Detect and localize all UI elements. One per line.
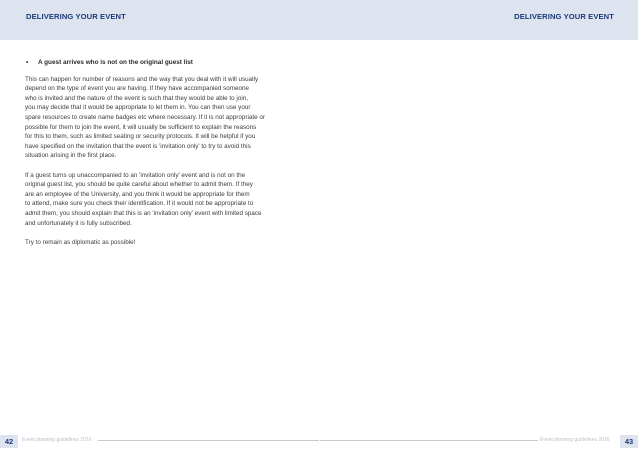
- footer-divider-right: [320, 440, 538, 441]
- text-line: for this to them, such as limited seating or security protocols. It will be helpful if you: [25, 133, 256, 141]
- text-line: situation arising in the first place.: [25, 152, 117, 160]
- bullet-icon: •: [26, 59, 29, 66]
- text-line: have specified on the invitation that the event is 'invitation only' to try to avoid this: [25, 142, 251, 150]
- header-title-left: DELIVERING YOUR EVENT: [26, 12, 126, 21]
- text-line: If a guest turns up unaccompanied to an 'invitation only' event and is not on the: [25, 171, 246, 179]
- text-line: possible for them to join the event, it will usually be sufficient to explain the reasons: [25, 123, 257, 131]
- paragraph-1: [25, 75, 300, 161]
- text-line: This can happen for number of reasons and the way that you deal with it will usually: [25, 75, 259, 83]
- page-header: [0, 0, 638, 40]
- text-line: and unfortunately it is fully subscribed.: [25, 219, 132, 227]
- section-heading: [25, 58, 300, 68]
- text-line: you may decide that it would be appropriate to let them in. You can then use your: [25, 104, 251, 112]
- page-number-left: 42: [0, 435, 18, 448]
- text-line: original guest list, you should be quite careful about whether to admit them. If they: [25, 181, 253, 189]
- paragraph-3: [25, 238, 300, 248]
- footer-text-right: Event planning guidelines 2016: [540, 437, 610, 443]
- main-content: [25, 58, 300, 257]
- text-line: Try to remain as diplomatic as possible!: [25, 238, 136, 246]
- text-line: spare resources to create name badges etc where necessary. If it is not appropriate or: [25, 113, 265, 121]
- text-line: depend on the type of event you are having. If they have accompanied someone: [25, 85, 250, 93]
- text-line: are an employee of the University, and you think it would be appropriate for them: [25, 190, 250, 198]
- footer-divider-left: [98, 440, 319, 441]
- footer-text-left: Event planning guidelines 2016: [22, 437, 92, 443]
- page-number-right: 43: [620, 435, 638, 448]
- text-line: to attend, make sure you check their identification. If it would not be appropriate to: [25, 200, 254, 208]
- paragraph-2: [25, 171, 300, 229]
- heading-text: A guest arrives who is not on the original guest list: [38, 59, 193, 66]
- text-line: who is invited and the nature of the event is such that they would be able to join,: [25, 94, 248, 102]
- header-title-right: DELIVERING YOUR EVENT: [514, 12, 614, 21]
- text-line: admit them, you should explain that this is an 'invitation only' event with limited space: [25, 209, 262, 217]
